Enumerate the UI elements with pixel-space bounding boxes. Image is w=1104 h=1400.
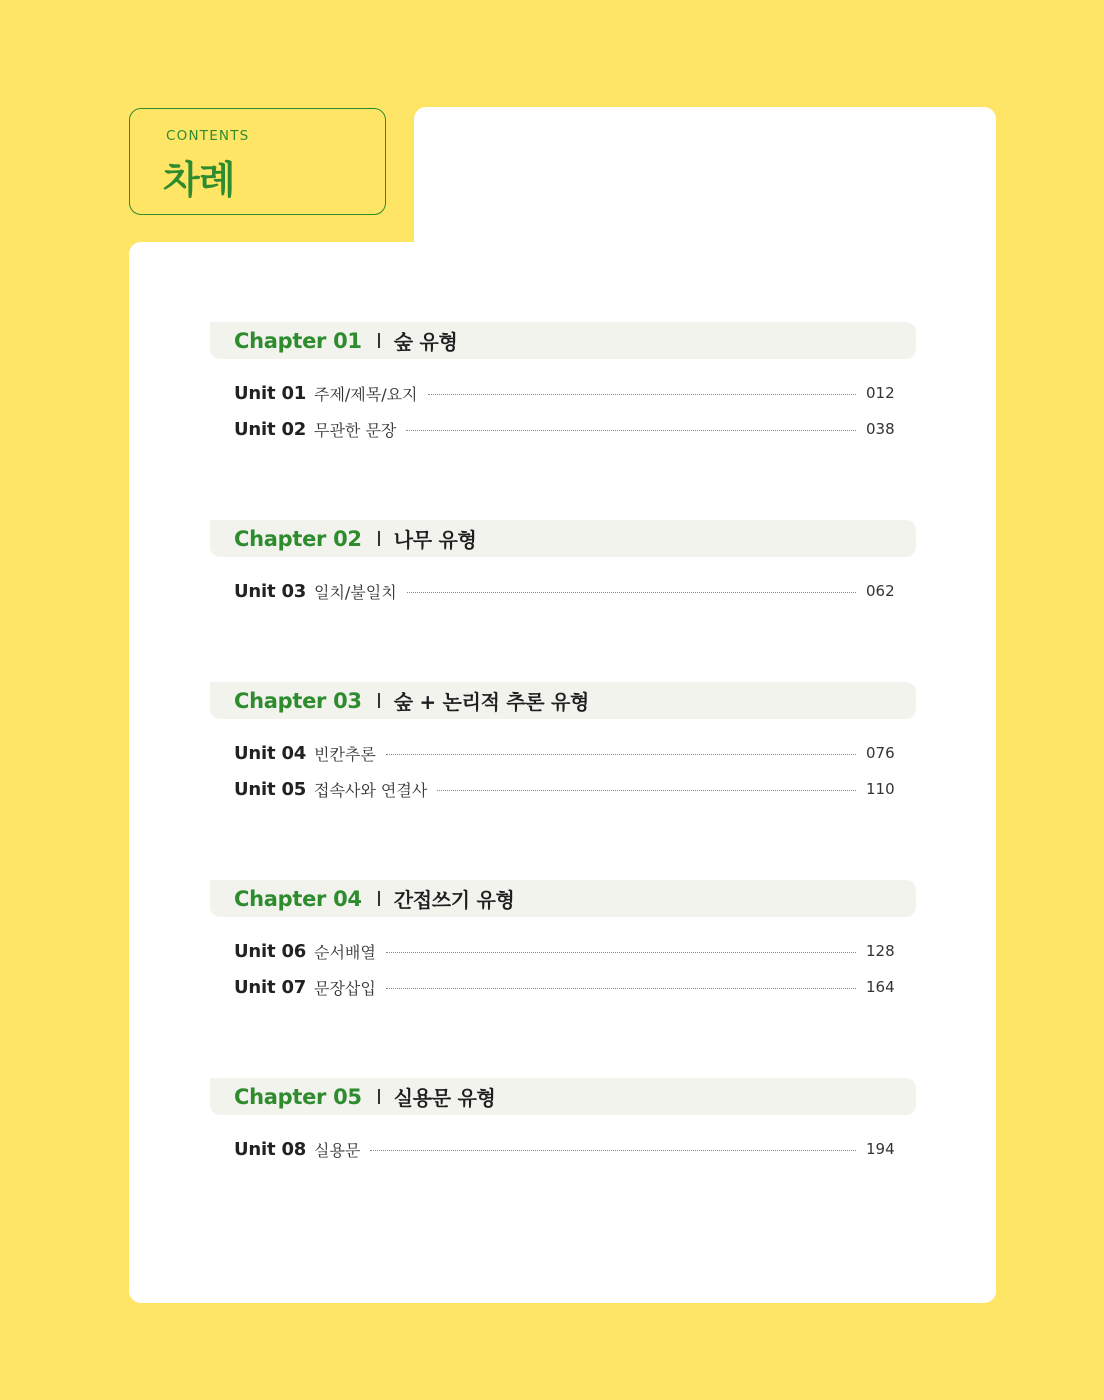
- dot-leader: [386, 988, 856, 989]
- unit-list: [210, 917, 916, 1005]
- unit-code: Unit 03: [234, 580, 307, 602]
- dot-leader: [437, 790, 856, 791]
- unit-code: Unit 07: [234, 976, 307, 998]
- unit-list: [210, 557, 916, 609]
- dot-leader: [407, 592, 856, 593]
- unit-list: [210, 1115, 916, 1167]
- unit-code: Unit 01: [234, 382, 307, 404]
- unit-row[interactable]: [210, 771, 916, 807]
- unit-row[interactable]: [210, 375, 916, 411]
- unit-code: Unit 04: [234, 742, 307, 764]
- unit-page-number: 076: [866, 744, 895, 762]
- unit-row[interactable]: [210, 1131, 916, 1167]
- unit-page-number: 062: [866, 582, 895, 600]
- contents-eng-title: CONTENTS: [166, 128, 250, 144]
- chapter-bar: [210, 682, 916, 719]
- dot-leader: [386, 952, 856, 953]
- chapter-04: [210, 880, 916, 1005]
- unit-title: 접속사와 연결사: [314, 780, 428, 800]
- unit-title: 무관한 문장: [314, 420, 397, 440]
- unit-code: Unit 06: [234, 940, 307, 962]
- chapter-bar: [210, 322, 916, 359]
- chapter-separator: [378, 891, 380, 906]
- unit-page-number: 164: [866, 978, 895, 996]
- chapter-title: 실용문 유형: [393, 1086, 496, 1110]
- unit-page-number: 128: [866, 942, 895, 960]
- unit-title: 실용문: [314, 1140, 361, 1160]
- chapter-separator: [378, 1089, 380, 1104]
- unit-row[interactable]: [210, 933, 916, 969]
- chapter-label: Chapter 03: [234, 688, 362, 713]
- unit-page-number: 038: [866, 420, 895, 438]
- chapter-title: 숲 유형: [393, 330, 458, 354]
- unit-code: Unit 05: [234, 778, 307, 800]
- unit-page-number: 194: [866, 1140, 895, 1158]
- chapter-03: [210, 682, 916, 807]
- unit-page-number: 012: [866, 384, 895, 402]
- dot-leader: [370, 1150, 856, 1151]
- unit-row[interactable]: [210, 573, 916, 609]
- unit-row[interactable]: [210, 411, 916, 447]
- chapter-label: Chapter 01: [234, 328, 362, 353]
- chapter-title: 숲 + 논리적 추론 유형: [393, 690, 590, 714]
- unit-list: [210, 359, 916, 447]
- chapter-label: Chapter 04: [234, 886, 362, 911]
- unit-code: Unit 08: [234, 1138, 307, 1160]
- chapter-title: 간접쓰기 유형: [393, 888, 515, 912]
- unit-list: [210, 719, 916, 807]
- chapter-01: [210, 322, 916, 447]
- chapter-separator: [378, 693, 380, 708]
- unit-title: 빈칸추론: [314, 744, 376, 764]
- unit-title: 문장삽입: [314, 978, 376, 998]
- chapter-bar: [210, 880, 916, 917]
- unit-title: 주제/제목/요지: [314, 384, 418, 404]
- dot-leader: [428, 394, 856, 395]
- chapter-label: Chapter 05: [234, 1084, 362, 1109]
- contents-title-box: [129, 108, 386, 215]
- chapter-label: Chapter 02: [234, 526, 362, 551]
- contents-kor-title: 차례: [163, 158, 235, 202]
- chapter-bar: [210, 520, 916, 557]
- unit-title: 일치/불일치: [314, 582, 397, 602]
- unit-title: 순서배열: [314, 942, 376, 962]
- chapter-separator: [378, 531, 380, 546]
- unit-code: Unit 02: [234, 418, 307, 440]
- chapter-title: 나무 유형: [393, 528, 477, 552]
- chapter-separator: [378, 333, 380, 348]
- chapter-05: [210, 1078, 916, 1167]
- dot-leader: [406, 430, 856, 431]
- chapter-02: [210, 520, 916, 609]
- unit-row[interactable]: [210, 969, 916, 1005]
- unit-row[interactable]: [210, 735, 916, 771]
- dot-leader: [386, 754, 856, 755]
- chapter-bar: [210, 1078, 916, 1115]
- unit-page-number: 110: [866, 780, 895, 798]
